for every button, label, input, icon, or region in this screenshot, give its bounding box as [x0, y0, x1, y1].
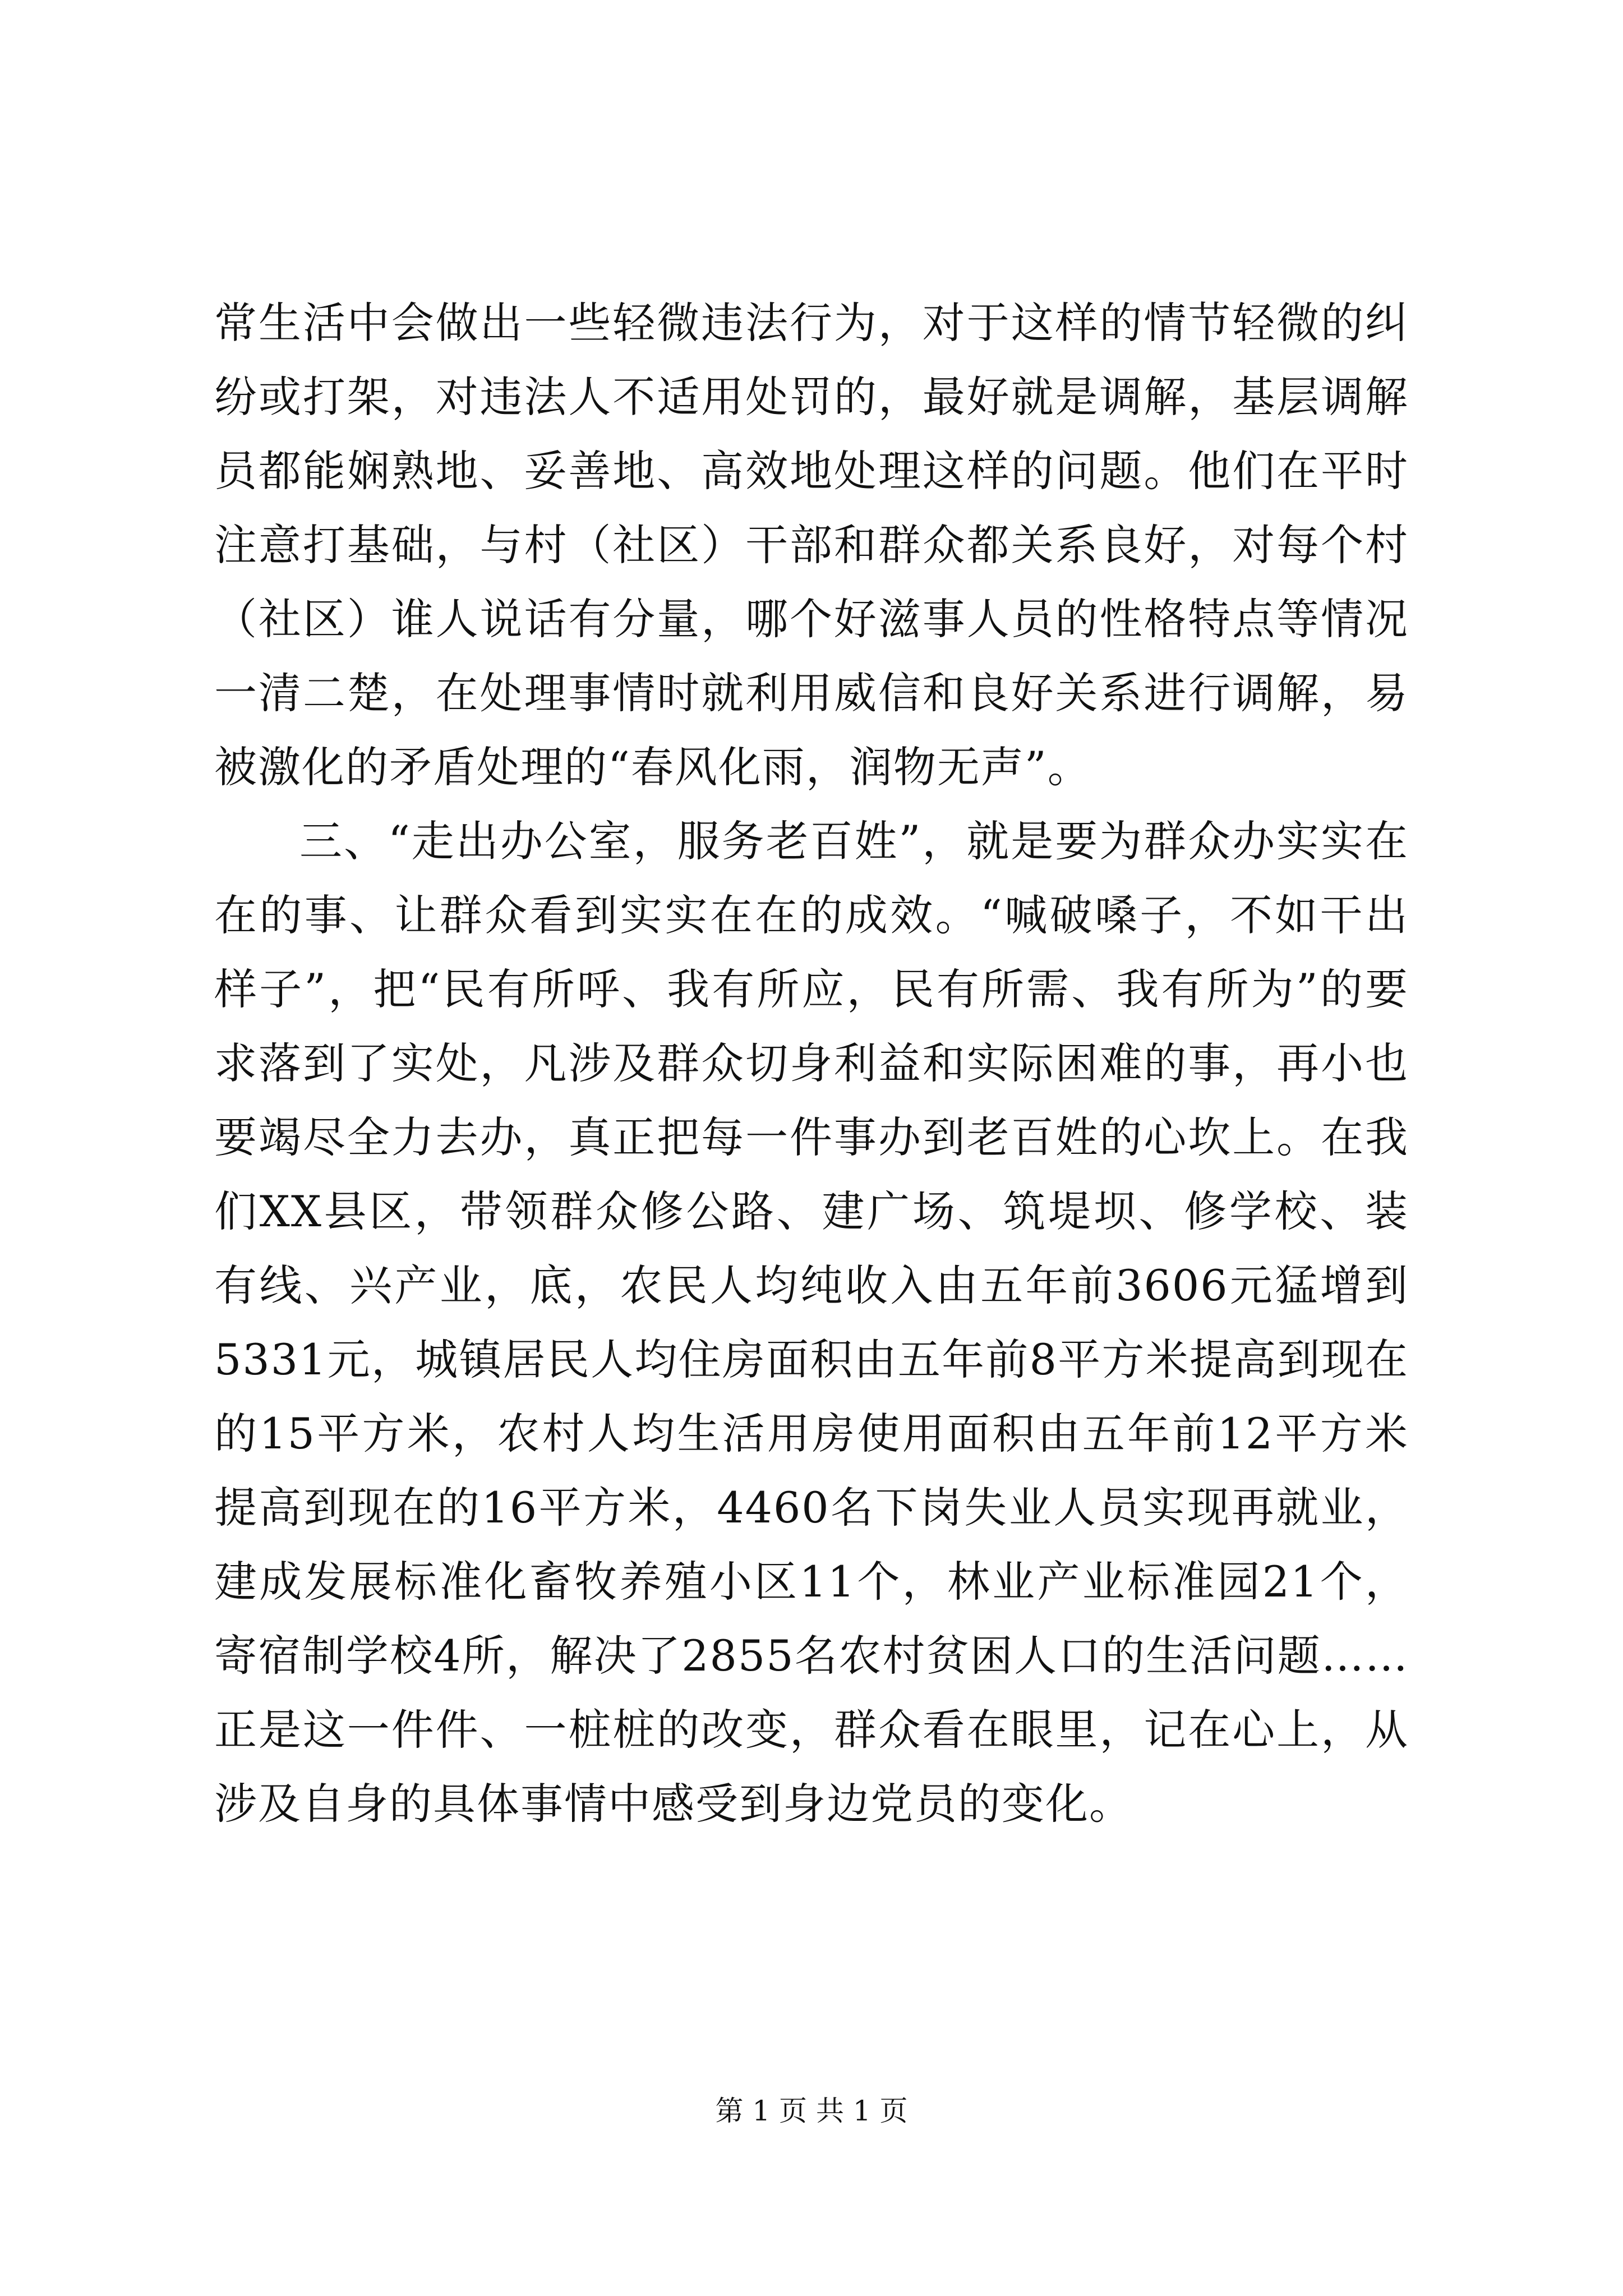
- body-text: [214, 286, 1409, 1841]
- page-footer: 第 1 页 共 1 页: [715, 2095, 908, 2127]
- paragraph-1: 常生活中会做出一些轻微违法行为，对于这样的情节轻微的纠纷或打架，对违法人不适用处罚的，最好就是调解，基层调解员都能娴熟地、妥善地、高效地处理这样的问题。他们在平时注意打基础，与村（社区）干部和群众都关系良好，对每个村（社区）谁人说话有分量，哪个好滋事人员的性格特点等情况一清二楚，在处理事情时就利用威信和良好关系进行调解，易被激化的矛盾处理的“春风化雨，润物无声”。: [214, 298, 1409, 792]
- paragraph-2: 三、“走出办公室，服务老百姓”，就是要为群众办实实在在的事、让群众看到实实在在的成效。“喊破嗓子，不如干出样子”，把“民有所呼、我有所应，民有所需、我有所为”的要求落到了实处，凡涉及群众切身利益和实际困难的事，再小也要竭尽全力去办，真正把每一件事办到老百姓的心坎上。在我们XX县区，带领群众修公路、建广场、筑堤坝、修学校、装有线、兴产业，底，农民人均纯收入由五年前3606元猛增到5331元，城镇居民人均住房面积由五年前8平方米提高到现在的15平方米，农村人均生活用房使用面积由五年前12平方米提高到现在的16平方米，4460名下岗失业人员实现再就业，建成发展标准化畜牧养殖小区11个，林业产业标准园21个，寄宿制学校4所，解决了2855名农村贫困人口的生活问题……正是这一件件、一桩桩的改变，群众看在眼里，记在心上，从涉及自身的具体事情中感受到身边党员的变化。: [214, 816, 1409, 1829]
